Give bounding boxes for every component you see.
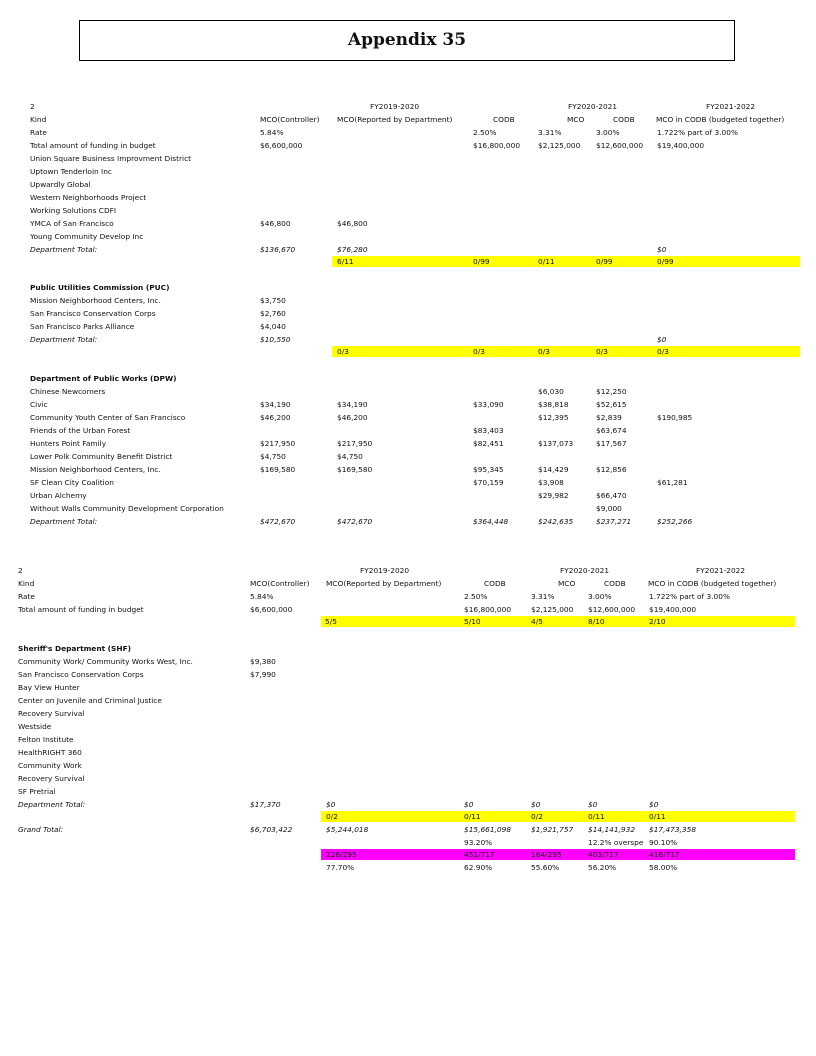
percent-value: 90.10% (649, 838, 678, 847)
cell-value: $12,250 (596, 387, 627, 396)
org-name: Community Work (18, 761, 82, 770)
ratio-value: 0/3 (538, 347, 550, 356)
funding-label: Total amount of funding in budget (18, 605, 144, 614)
org-name: SF Pretrial (18, 787, 56, 796)
col-header: MCO(Reported by Department) (337, 115, 453, 124)
ratio-value: 0/11 (588, 812, 605, 821)
funding-value: $6,600,000 (250, 605, 293, 614)
dept-total-value: $0 (657, 245, 667, 254)
rate-value: 2.50% (473, 128, 497, 137)
org-name: Upwardly Global (30, 180, 91, 189)
cell-value: $34,190 (337, 400, 368, 409)
dept-total-label: Department Total: (30, 335, 98, 344)
rate-label: Rate (30, 128, 47, 137)
col-header: MCO (567, 115, 585, 124)
cell-value: $61,281 (657, 478, 688, 487)
dept-total-label: Department Total: (18, 800, 86, 809)
cell-value: $95,345 (473, 465, 504, 474)
dept-name: Public Utilities Commission (PUC) (30, 283, 170, 292)
dept-total-label: Department Total: (30, 245, 98, 254)
ratio-value: 0/11 (464, 812, 481, 821)
funding-value: $16,800,000 (464, 605, 512, 614)
col-header: CODB (604, 579, 626, 588)
org-name: Bay View Hunter (18, 683, 80, 692)
org-name: Union Square Business Improvment District (30, 154, 192, 163)
cell-value: $9,000 (596, 504, 622, 513)
rate-value: 1.722% part of 3.00% (657, 128, 738, 137)
grand-total-value: $5,244,018 (326, 825, 369, 834)
cell-value: $12,395 (538, 413, 569, 422)
col-header: CODB (493, 115, 515, 124)
section-number: 2 (18, 566, 23, 575)
cell-value: $46,200 (337, 413, 368, 422)
grand-total-label: Grand Total: (18, 825, 64, 834)
ratio-value: 0/2 (531, 812, 543, 821)
ratio-value: 403/717 (588, 850, 619, 859)
rate-label: Rate (18, 592, 35, 601)
dept-total-value: $237,271 (596, 517, 632, 526)
percent-value: 56.20% (588, 863, 617, 872)
dept-total-value: $252,266 (657, 517, 693, 526)
funding-value: $2,125,000 (531, 605, 574, 614)
funding-value: $6,600,000 (260, 141, 303, 150)
cell-value: $52,615 (596, 400, 627, 409)
ratio-value: 0/99 (657, 257, 674, 266)
ratio-value: 0/99 (596, 257, 613, 266)
cell-value: $38,818 (538, 400, 569, 409)
org-name: Recovery Survival (18, 709, 85, 718)
percent-value: 62.90% (464, 863, 493, 872)
highlight-band (332, 346, 800, 357)
col-header: CODB (613, 115, 635, 124)
ratio-value: 0/11 (649, 812, 666, 821)
cell-value: $169,580 (260, 465, 296, 474)
org-name: San Francisco Conservation Corps (18, 670, 144, 679)
grand-total-value: $14,141,932 (588, 825, 636, 834)
cell-value: $29,982 (538, 491, 569, 500)
org-name: Mission Neighborhood Centers, Inc. (30, 465, 161, 474)
year-header-fy2021: FY2021-2022 (696, 566, 746, 575)
col-header: MCO in CODB (budgeted together) (648, 579, 777, 588)
kind-label: Kind (30, 115, 47, 124)
percent-value: 58.00% (649, 863, 678, 872)
funding-value: $19,400,000 (649, 605, 697, 614)
dept-total-value: $0 (649, 800, 659, 809)
funding-value: $12,600,000 (588, 605, 636, 614)
ratio-value: 416/717 (649, 850, 680, 859)
col-header: MCO(Reported by Department) (326, 579, 442, 588)
cell-value: $3,750 (260, 296, 286, 305)
ratio-value: 0/3 (337, 347, 349, 356)
cell-value: $137,073 (538, 439, 574, 448)
highlight-band (332, 256, 800, 267)
cell-value: $46,200 (260, 413, 291, 422)
funding-value: $19,400,000 (657, 141, 705, 150)
ratio-value: 0/3 (657, 347, 669, 356)
cell-value: $70,159 (473, 478, 504, 487)
funding-value: $12,600,000 (596, 141, 644, 150)
col-header: CODB (484, 579, 506, 588)
ratio-value: 0/3 (596, 347, 608, 356)
dept-name: Sheriff's Department (SHF) (18, 644, 131, 653)
page-title: Appendix 35 (79, 20, 735, 61)
org-name: Chinese Newcomers (30, 387, 106, 396)
ratio-value: 6/11 (337, 257, 354, 266)
year-header-fy2019: FY2019-2020 (360, 566, 410, 575)
org-name: San Francisco Conservation Corps (30, 309, 156, 318)
dept-total-value: $364,448 (473, 517, 509, 526)
dept-total-value: $472,670 (337, 517, 373, 526)
cell-value: $4,750 (260, 452, 286, 461)
org-name: Lower Polk Community Benefit District (30, 452, 173, 461)
grand-total-value: $15,661,098 (464, 825, 512, 834)
dept-total-value: $0 (657, 335, 667, 344)
org-name: Recovery Survival (18, 774, 85, 783)
org-name: HealthRIGHT 360 (18, 748, 82, 757)
year-header-fy2019: FY2019-2020 (370, 102, 420, 111)
dept-total-value: $242,635 (538, 517, 574, 526)
funding-label: Total amount of funding in budget (30, 141, 156, 150)
cell-value: $2,760 (260, 309, 286, 318)
dept-total-value: $136,670 (260, 245, 296, 254)
dept-total-value: $0 (588, 800, 598, 809)
ratio-value: 164/295 (531, 850, 562, 859)
cell-value: $34,190 (260, 400, 291, 409)
ratio-value: 5/5 (325, 617, 337, 626)
ratio-value: 2/10 (649, 617, 666, 626)
highlight-band (321, 616, 795, 627)
ratio-value: 0/11 (538, 257, 555, 266)
dept-total-value: $10,550 (260, 335, 291, 344)
cell-value: $6,030 (538, 387, 564, 396)
dept-total-value: $0 (326, 800, 336, 809)
org-name: Center on Juvenile and Criminal Justice (18, 696, 162, 705)
col-header: MCO(Controller) (250, 579, 310, 588)
dept-total-value: $472,670 (260, 517, 296, 526)
cell-value: $217,950 (337, 439, 373, 448)
cell-value: $33,090 (473, 400, 504, 409)
ratio-value: 451/717 (464, 850, 495, 859)
section-number: 2 (30, 102, 35, 111)
percent-value: 93.20% (464, 838, 493, 847)
dept-name: Department of Public Works (DPW) (30, 374, 177, 383)
cell-value: $169,580 (337, 465, 373, 474)
org-name: San Francisco Parks Alliance (30, 322, 135, 331)
dept-total-value: $76,280 (337, 245, 368, 254)
grand-total-value: $17,473,358 (649, 825, 697, 834)
org-name: Hunters Point Family (30, 439, 107, 448)
ratio-value: 226/295 (326, 850, 357, 859)
funding-value: $2,125,000 (538, 141, 581, 150)
org-name: Civic (30, 400, 48, 409)
org-name: Westside (18, 722, 52, 731)
year-header-fy2020: FY2020-2021 (560, 566, 610, 575)
cell-value: $217,950 (260, 439, 296, 448)
org-name: Without Walls Community Development Corporation (30, 504, 224, 513)
org-name: Urban Alchemy (30, 491, 87, 500)
col-header: MCO in CODB (budgeted together) (656, 115, 785, 124)
kind-label: Kind (18, 579, 35, 588)
cell-value: $63,674 (596, 426, 627, 435)
ratio-value: 4/5 (531, 617, 543, 626)
rate-value: 3.00% (588, 592, 612, 601)
ratio-value: 0/3 (473, 347, 485, 356)
cell-value: $46,800 (337, 219, 368, 228)
ratio-value: 0/2 (326, 812, 338, 821)
rate-value: 2.50% (464, 592, 488, 601)
org-name: YMCA of San Francisco (30, 219, 114, 228)
cell-value: $9,380 (250, 657, 276, 666)
grand-total-value: $1,921,757 (531, 825, 574, 834)
org-name: Working Solutions CDFI (30, 206, 117, 215)
rate-value: 3.00% (596, 128, 620, 137)
cell-value: $12,856 (596, 465, 627, 474)
rate-value: 3.31% (531, 592, 555, 601)
percent-value: 77.70% (326, 863, 355, 872)
org-name: Community Youth Center of San Francisco (30, 413, 186, 422)
year-header-fy2021: FY2021-2022 (706, 102, 756, 111)
ratio-value: 0/99 (473, 257, 490, 266)
cell-value: $82,451 (473, 439, 504, 448)
cell-value: $7,990 (250, 670, 276, 679)
org-name: Uptown Tenderloin Inc (30, 167, 112, 176)
percent-value: 55.60% (531, 863, 560, 872)
rate-value: 5.84% (260, 128, 284, 137)
cell-value: $14,429 (538, 465, 569, 474)
org-name: Mission Neighborhood Centers, Inc. (30, 296, 161, 305)
rate-value: 3.31% (538, 128, 562, 137)
percent-value: 12.2% overspe (588, 838, 644, 847)
year-header-fy2020: FY2020-2021 (568, 102, 618, 111)
cell-value: $4,750 (337, 452, 363, 461)
org-name: SF Clean City Coalition (30, 478, 114, 487)
ratio-value: 5/10 (464, 617, 481, 626)
cell-value: $66,470 (596, 491, 627, 500)
col-header: MCO(Controller) (260, 115, 320, 124)
org-name: Friends of the Urban Forest (30, 426, 131, 435)
col-header: MCO (558, 579, 576, 588)
funding-value: $16,800,000 (473, 141, 521, 150)
dept-total-value: $0 (531, 800, 541, 809)
rate-value: 1.722% part of 3.00% (649, 592, 730, 601)
dept-total-label: Department Total: (30, 517, 98, 526)
rate-value: 5.84% (250, 592, 274, 601)
org-name: Felton Institute (18, 735, 74, 744)
cell-value: $2,839 (596, 413, 622, 422)
cell-value: $4,040 (260, 322, 286, 331)
cell-value: $190,985 (657, 413, 693, 422)
dept-total-value: $17,370 (250, 800, 281, 809)
ratio-value: 8/10 (588, 617, 605, 626)
grand-total-value: $6,703,422 (250, 825, 293, 834)
cell-value: $3,908 (538, 478, 564, 487)
org-name: Western Neighborhoods Project (30, 193, 147, 202)
cell-value: $17,567 (596, 439, 627, 448)
cell-value: $83,403 (473, 426, 504, 435)
org-name: Young Community Develop Inc (30, 232, 144, 241)
cell-value: $46,800 (260, 219, 291, 228)
org-name: Community Work/ Community Works West, Inc. (18, 657, 193, 666)
highlight-band (321, 811, 795, 822)
dept-total-value: $0 (464, 800, 474, 809)
